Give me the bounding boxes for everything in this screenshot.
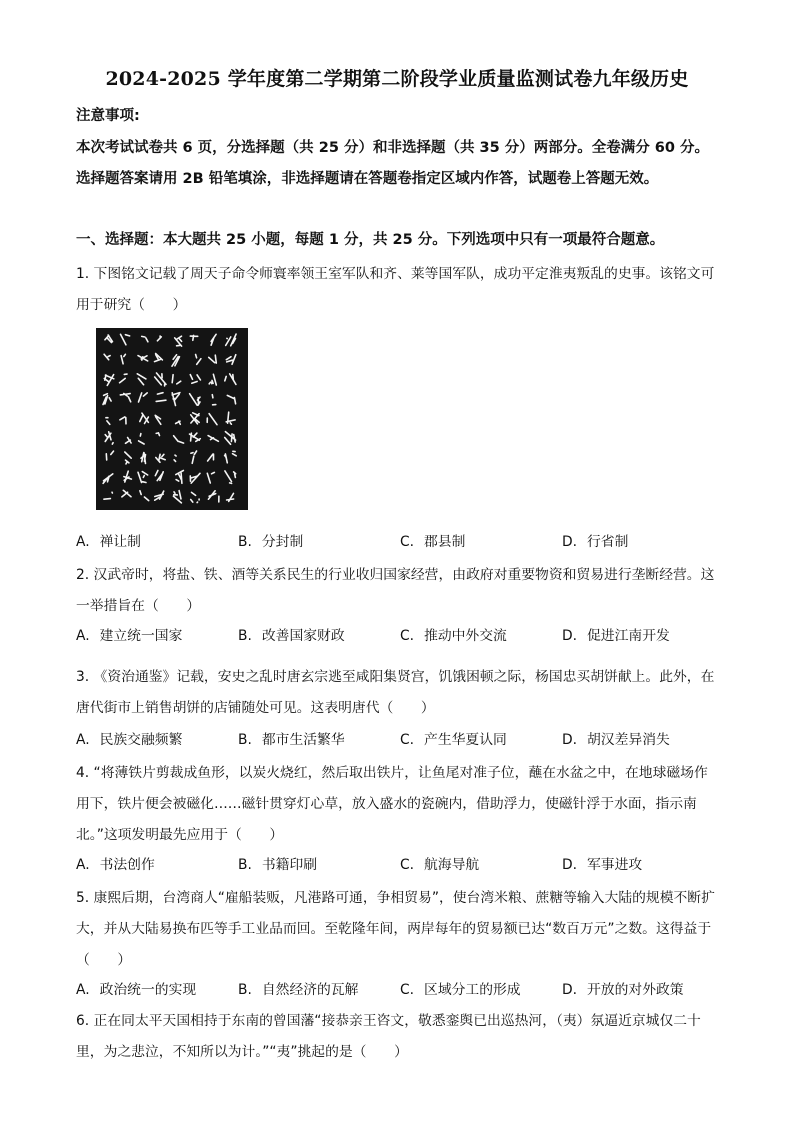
option-c[interactable]: C. 产生华夏认同 bbox=[400, 732, 507, 748]
option-b[interactable]: B. 书籍印刷 bbox=[238, 857, 318, 873]
section-heading: 一、选择题：本大题共 25 小题，每题 1 分，共 25 分。下列选项中只有一项最符合题意。 bbox=[76, 232, 665, 248]
question-1-options bbox=[76, 530, 726, 552]
option-a[interactable]: A. 书法创作 bbox=[76, 857, 155, 873]
option-b[interactable]: B. 自然经济的瓦解 bbox=[238, 982, 359, 998]
option-c[interactable]: C. 郡县制 bbox=[400, 534, 466, 550]
option-b[interactable]: B. 分封制 bbox=[238, 534, 304, 550]
option-c[interactable]: C. 航海导航 bbox=[400, 857, 480, 873]
notice-heading: 注意事项: bbox=[76, 108, 140, 124]
option-a[interactable]: A. 政治统一的实现 bbox=[76, 982, 197, 998]
question-4-stem: 4. “将薄铁片剪裁成鱼形，以炭火烧红，然后取出铁片，让鱼尾对准子位，蘸在水盆之中，在地球磁场作用下，铁片便会被磁化……磁针贯穿灯心草，放入盛水的瓷碗内，借助浮力，使磁针浮于水面，指示南北。”这项发明最先应用于（ ） bbox=[76, 765, 708, 843]
question-3-stem: 3. 《资治通鉴》记载，安史之乱时唐玄宗逃至咸阳集贤宫，饥饿困顿之际，杨国忠买胡饼献上。此外，在唐代街市上销售胡饼的店铺随处可见。这表明唐代（ ） bbox=[76, 669, 715, 716]
notice-body: 本次考试试卷共 6 页，分选择题（共 25 分）和非选择题（共 35 分）两部分。全卷满分 60 分。选择题答案请用 2B 铅笔填涂，非选择题请在答题卷指定区域内作答，试题卷上答题无效。 bbox=[76, 140, 710, 187]
option-d[interactable]: D. 军事进攻 bbox=[562, 857, 643, 873]
page-title: 2024-2025 学年度第二学期第二阶段学业质量监测试卷九年级历史 bbox=[105, 68, 689, 90]
question-1-stem: 1. 下图铭文记载了周天子命令师寰率领王室军队和齐、莱等国军队，成功平定淮夷叛乱的史事。该铭文可用于研究（ ） bbox=[76, 266, 715, 313]
option-d[interactable]: D. 开放的对外政策 bbox=[562, 982, 684, 998]
question-6-stem: 6. 正在同太平天国相持于东南的曾国藩“接恭亲王咨文，敬悉銮舆已出巡热河，（夷）氛逼近京城仅二十里，为之悲泣，不知所以为计。”“夷”挑起的是（ ） bbox=[76, 1013, 701, 1060]
question-2-stem: 2. 汉武帝时，将盐、铁、酒等关系民生的行业收归国家经营，由政府对重要物资和贸易进行垄断经营。这一举措旨在（ ） bbox=[76, 567, 715, 614]
option-d[interactable]: D. 行省制 bbox=[562, 534, 629, 550]
question-5-stem: 5. 康熙后期，台湾商人“雇船装贩，凡港路可通，争相贸易”，使台湾米粮、蔗糖等输入大陆的规模不断扩大，并从大陆易换布匹等手工业品而回。至乾隆年间，两岸每年的贸易额已达“数百万元”之数。这得益于（ ） bbox=[76, 890, 715, 968]
option-a[interactable]: A. 建立统一国家 bbox=[76, 628, 183, 644]
option-c[interactable]: C. 区域分工的形成 bbox=[400, 982, 521, 998]
option-a[interactable]: A. 民族交融频繁 bbox=[76, 732, 183, 748]
option-a[interactable]: A. 禅让制 bbox=[76, 534, 141, 550]
question-5-options bbox=[76, 978, 726, 1000]
bronze-inscription-image bbox=[96, 328, 248, 510]
option-c[interactable]: C. 推动中外交流 bbox=[400, 628, 507, 644]
question-2-options bbox=[76, 624, 726, 646]
option-b[interactable]: B. 改善国家财政 bbox=[238, 628, 345, 644]
option-b[interactable]: B. 都市生活繁华 bbox=[238, 732, 345, 748]
question-3-options bbox=[76, 728, 726, 750]
option-d[interactable]: D. 胡汉差异消失 bbox=[562, 732, 670, 748]
question-4-options bbox=[76, 853, 726, 875]
option-d[interactable]: D. 促进江南开发 bbox=[562, 628, 670, 644]
